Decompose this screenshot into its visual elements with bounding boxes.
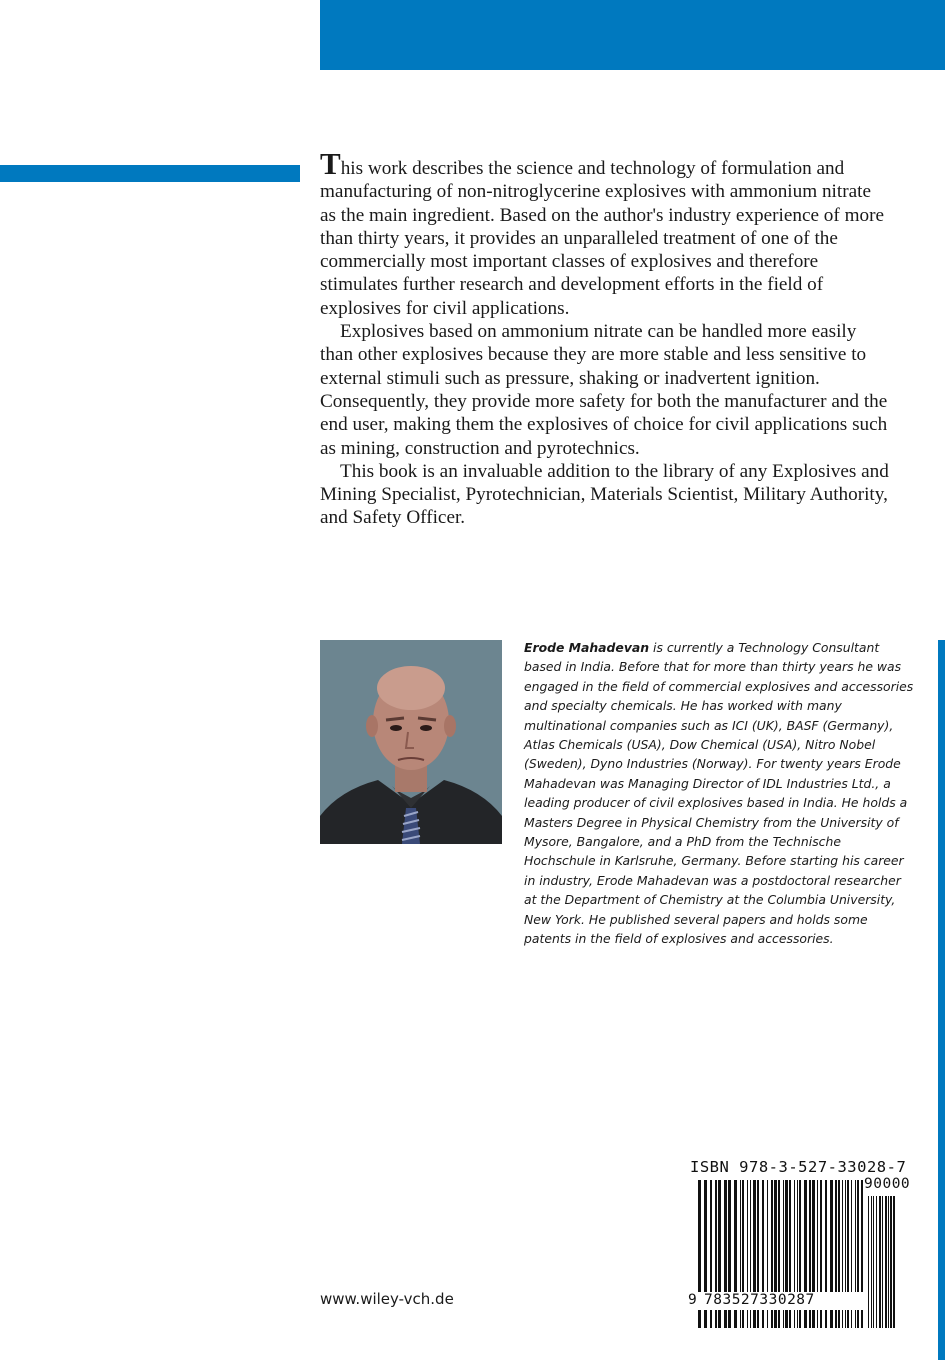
top-accent-bar (320, 0, 945, 70)
left-accent-bar (0, 165, 300, 182)
ean-digit-groups: 783527330287 (704, 1292, 815, 1308)
author-bio (524, 638, 916, 949)
right-accent-bar (938, 640, 945, 1360)
addon-barcode-bars (864, 1196, 900, 1328)
paragraph-1-text: his work describes the science and technology of formulation and manufacturing of non-nitroglycerine explosives with ammonium nitrate as the main ingredient. Based on the author's industry experience of more than thirty years, it provides an unparalleled treatment of one of the commercially most important classes of explosives and therefore stimulates further research and development efforts in the field of explosives for civil applications. (320, 158, 884, 319)
ean-first-digit: 9 (688, 1292, 698, 1308)
author-photo (320, 640, 502, 844)
description-paragraph-2: Explosives based on ammonium nitrate can be handled more easily than other explosives because they are more stable and less sensitive to external stimuli such as pressure, shaking or inadvertent ignition. Consequently, they provide more safety for both the manufacturer and the end user, making them the explosives of choice for civil applications such as mining, construction and pyrotechnics. (320, 321, 888, 459)
book-description (320, 146, 890, 530)
publisher-website[interactable]: www.wiley-vch.de (320, 1290, 454, 1308)
author-bio-text: is currently a Technology Consultant based in India. Before that for more than thirty years he was engaged in the field of commercial explosives and accessories and specialty chemicals. He has worked with many multinational companies such as ICI (UK), BASF (Germany), Atlas Chemicals (USA), Dow Chemical (USA), Nitro Nobel (Sweden), Dyno Industries (Norway). For twenty years Erode Mahadevan was Managing Director of IDL Industries Ltd., a leading producer of civil explosives based in India. He holds a Masters Degree in Physical Chemistry from the University of Mysore, Bangalore, and a PhD from the Technische Hochschule in Karlsruhe, Germany. Before starting his career in industry, Erode Mahadevan was a postdoctoral researcher at the Department of Chemistry at the Columbia University, New York. He published several papers and holds some patents in the field of explosives and accessories. (524, 640, 914, 947)
ean-digits (688, 1292, 864, 1310)
price-code: 90000 (864, 1176, 911, 1192)
description-paragraph-1 (320, 146, 890, 320)
author-name: Erode Mahadevan (524, 640, 650, 655)
description-paragraph-3: This book is an invaluable addition to the library of any Explosives and Mining Specialist, Pyrotechnician, Materials Scientist, Military Authority, and Safety Officer. (320, 460, 889, 529)
drop-cap: T (320, 146, 341, 181)
isbn-barcode (688, 1158, 911, 1328)
isbn-number: ISBN 978-3-527-33028-7 (690, 1158, 907, 1176)
